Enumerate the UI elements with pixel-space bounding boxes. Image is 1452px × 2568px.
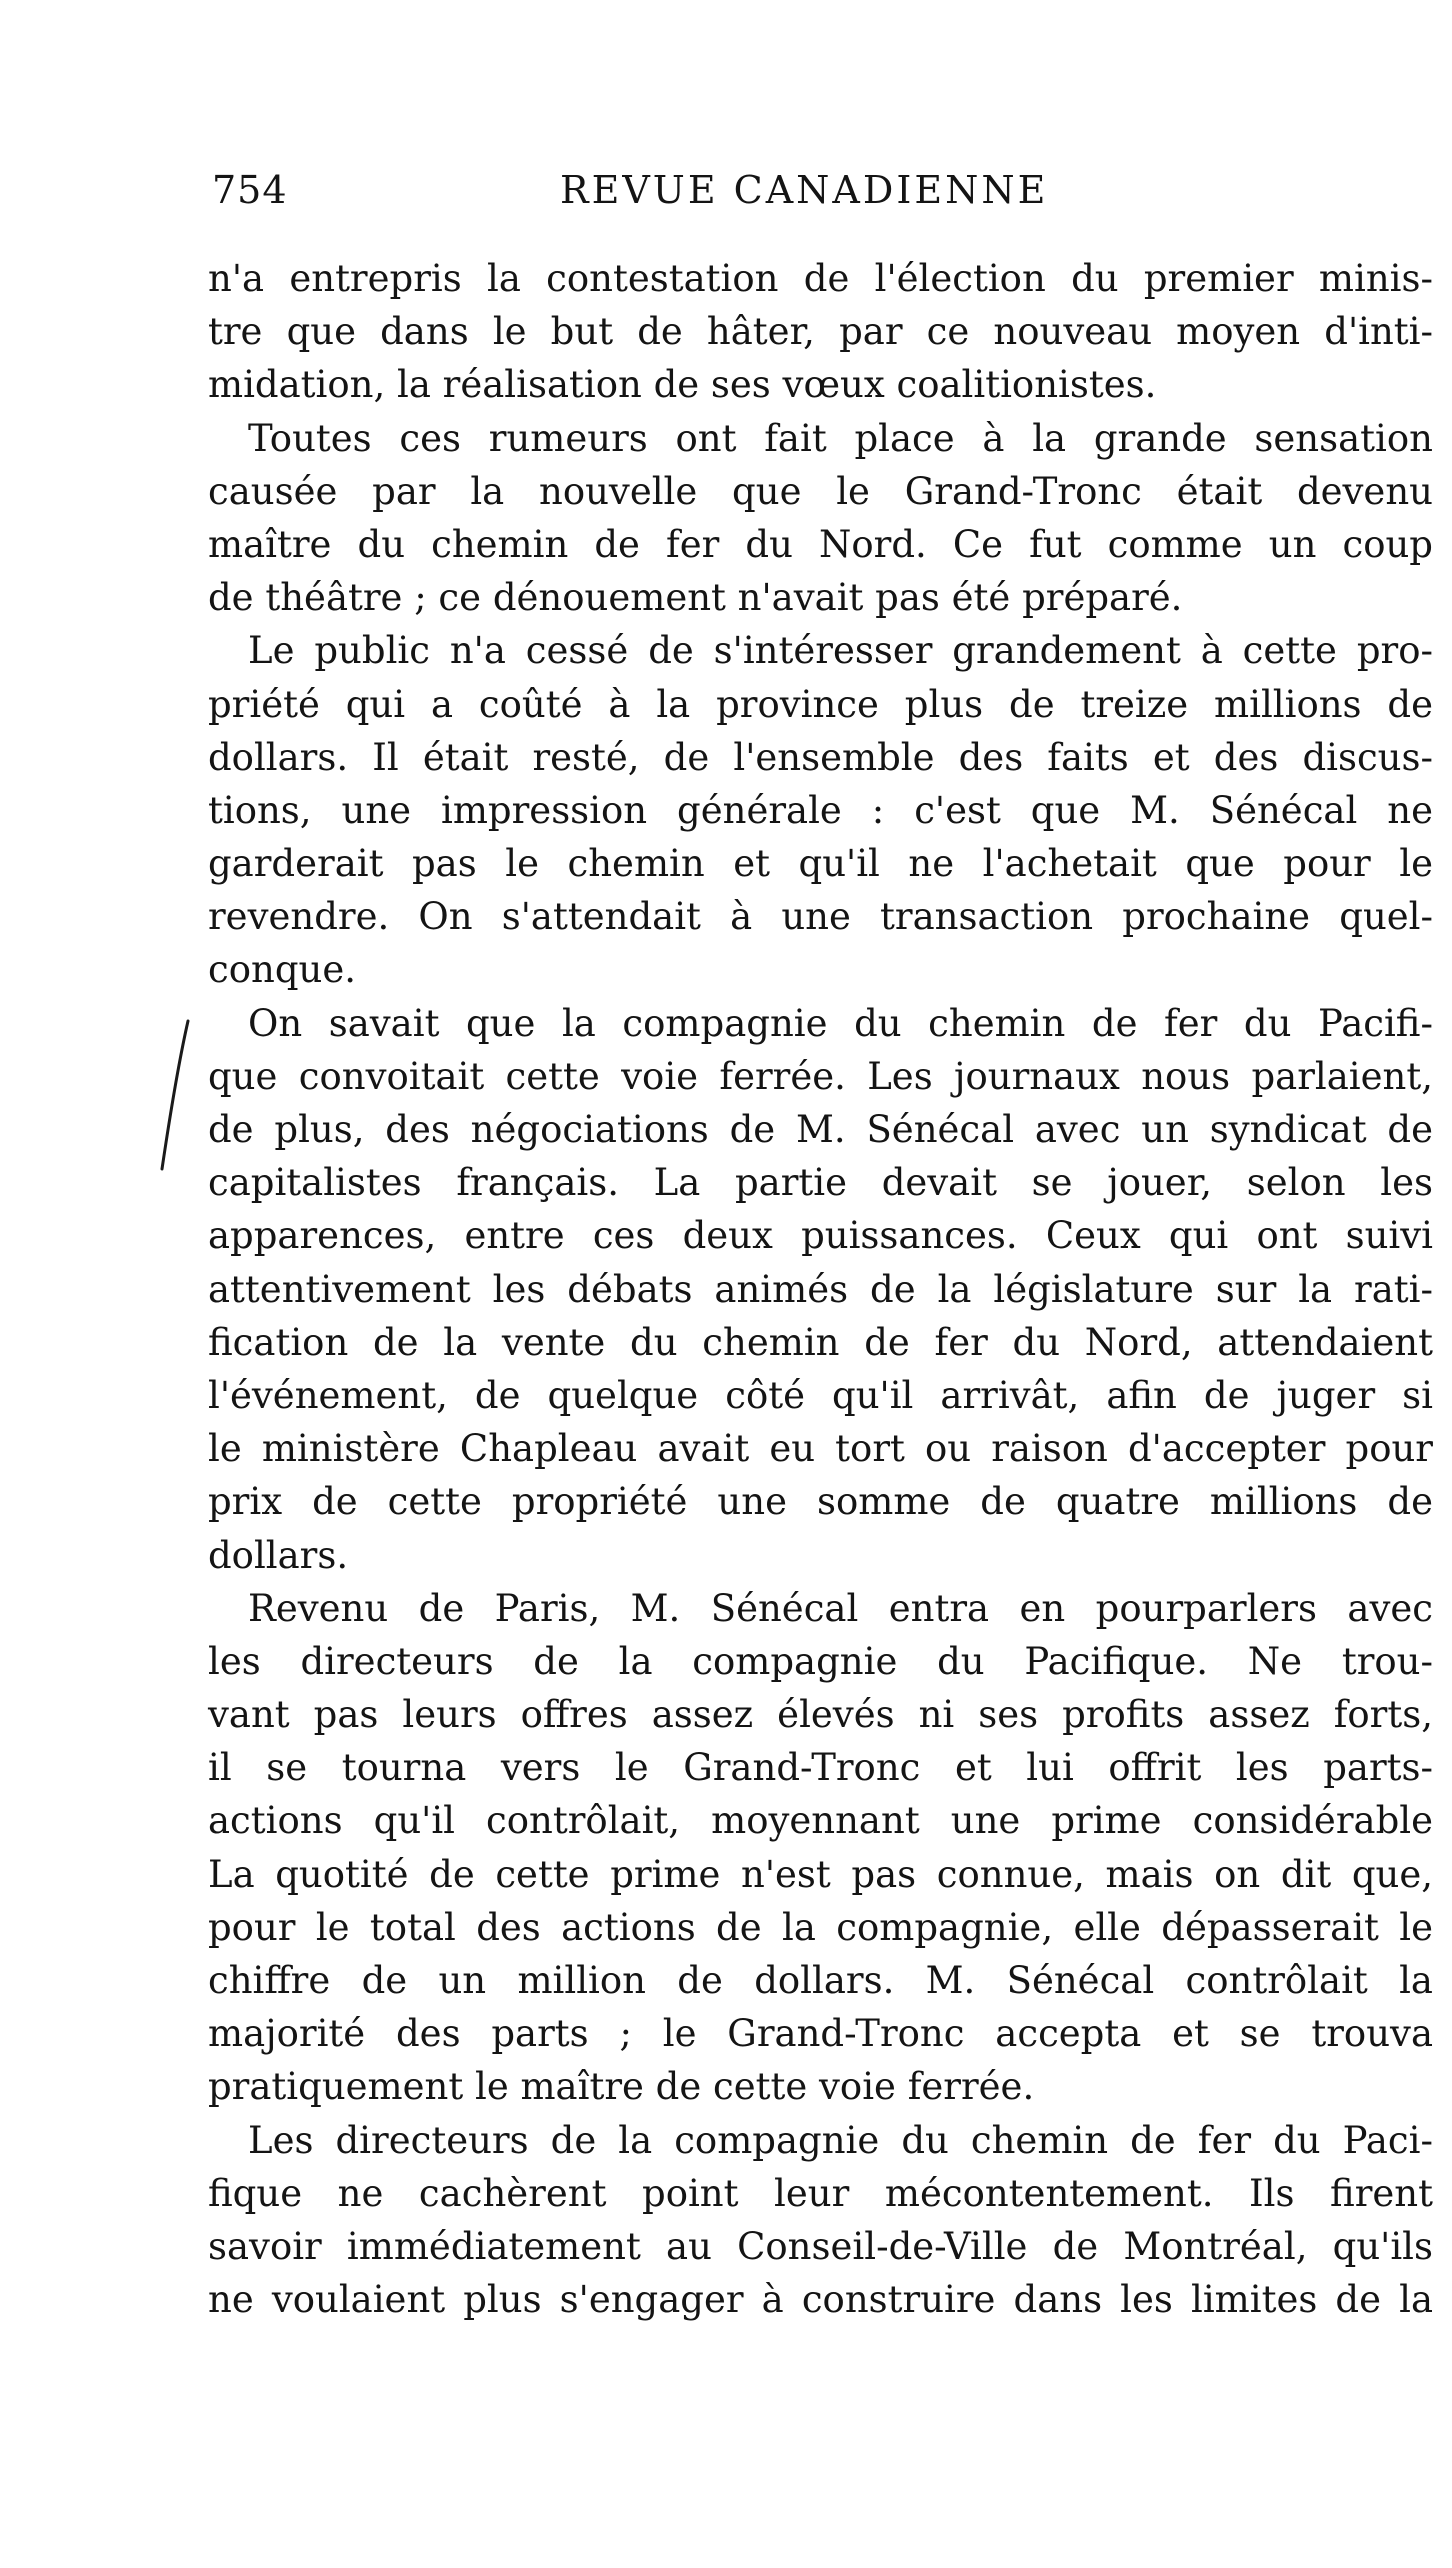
text-line: garderait pas le chemin et qu'il ne l'achetait que pour le [208, 842, 1433, 886]
page-header [200, 168, 1430, 220]
text-line: que convoitait cette voie ferrée. Les journaux nous parlaient, [208, 1054, 1433, 1098]
text-line: Le public n'a cessé de s'intéresser grandement à cette pro- [248, 629, 1433, 673]
text-line: l'événement, de quelque côté qu'il arrivât, afin de juger si [208, 1373, 1433, 1417]
text-line: On savait que la compagnie du chemin de fer du Pacifi- [248, 1001, 1433, 1045]
text-line: apparences, entre ces deux puissances. Ceux qui ont suivi [208, 1214, 1433, 1258]
text-line: Revenu de Paris, M. Sénécal entra en pourparlers avec [248, 1586, 1433, 1630]
text-line: majorité des parts ; le Grand-Tronc accepta et se trouva [208, 2012, 1433, 2056]
text-line: fication de la vente du chemin de fer du Nord, attendaient [208, 1320, 1433, 1364]
text-line: maître du chemin de fer du Nord. Ce fut comme un coup [208, 522, 1433, 566]
text-line: de plus, des négociations de M. Sénécal avec un syndicat de [208, 1108, 1433, 1151]
text-line: actions qu'il contrôlait, moyennant une prime considérable [208, 1799, 1433, 1843]
page-number: 754 [212, 168, 288, 212]
text-line: fique ne cachèrent point leur mécontentement. Ils firent [208, 2171, 1433, 2215]
text-line: ne voulaient plus s'engager à construire dans les limites de la [208, 2278, 1433, 2322]
text-line: priété qui a coûté à la province plus de treize millions de [208, 682, 1433, 726]
text-line: tre que dans le but de hâter, par ce nouveau moyen d'inti- [208, 310, 1433, 354]
text-line: prix de cette propriété une somme de quatre millions de [208, 1480, 1433, 1524]
text-line: n'a entrepris la contestation de l'élection du premier minis- [208, 257, 1433, 300]
text-line: vant pas leurs offres assez élevés ni ses profits assez forts, [208, 1693, 1433, 1737]
text-line: pour le total des actions de la compagnie, elle dépasserait le [208, 1905, 1433, 1949]
text-line: de théâtre ; ce dénouement n'avait pas été préparé. [208, 576, 1183, 620]
text-line: le ministère Chapleau avait eu tort ou raison d'accepter pour [208, 1427, 1433, 1471]
text-line: La quotité de cette prime n'est pas connue, mais on dit que, [208, 1852, 1433, 1896]
text-line: Les directeurs de la compagnie du chemin de fer du Paci- [248, 2118, 1433, 2162]
body-text [208, 252, 1433, 2326]
text-line: capitalistes français. La partie devait se jouer, selon les [208, 1161, 1433, 1205]
running-head: REVUE CANADIENNE [560, 168, 1049, 212]
text-line: savoir immédiatement au Conseil-de-Ville de Montréal, qu'ils [208, 2224, 1433, 2268]
text-line: causée par la nouvelle que le Grand-Tronc était devenu [208, 469, 1433, 513]
margin-bracket-mark [148, 1015, 208, 1175]
text-line: conque. [208, 948, 356, 992]
text-line: les directeurs de la compagnie du Pacifique. Ne trou- [208, 1639, 1433, 1683]
text-line: midation, la réalisation de ses vœux coalitionistes. [208, 363, 1157, 407]
text-line: pratiquement le maître de cette voie ferrée. [208, 2065, 1035, 2109]
text-line: chiffre de un million de dollars. M. Sénécal contrôlait la [208, 1959, 1433, 2002]
text-line: il se tourna vers le Grand-Tronc et lui offrit les parts- [208, 1746, 1433, 1790]
text-line: dollars. Il était resté, de l'ensemble des faits et des discus- [208, 735, 1433, 779]
text-line: Toutes ces rumeurs ont fait place à la grande sensation [248, 416, 1433, 460]
text-line: revendre. On s'attendait à une transaction prochaine quel- [208, 895, 1433, 939]
text-line: tions, une impression générale : c'est que M. Sénécal ne [208, 788, 1433, 832]
text-line: attentivement les débats animés de la législature sur la rati- [208, 1267, 1433, 1311]
text-line: dollars. [208, 1533, 349, 1577]
